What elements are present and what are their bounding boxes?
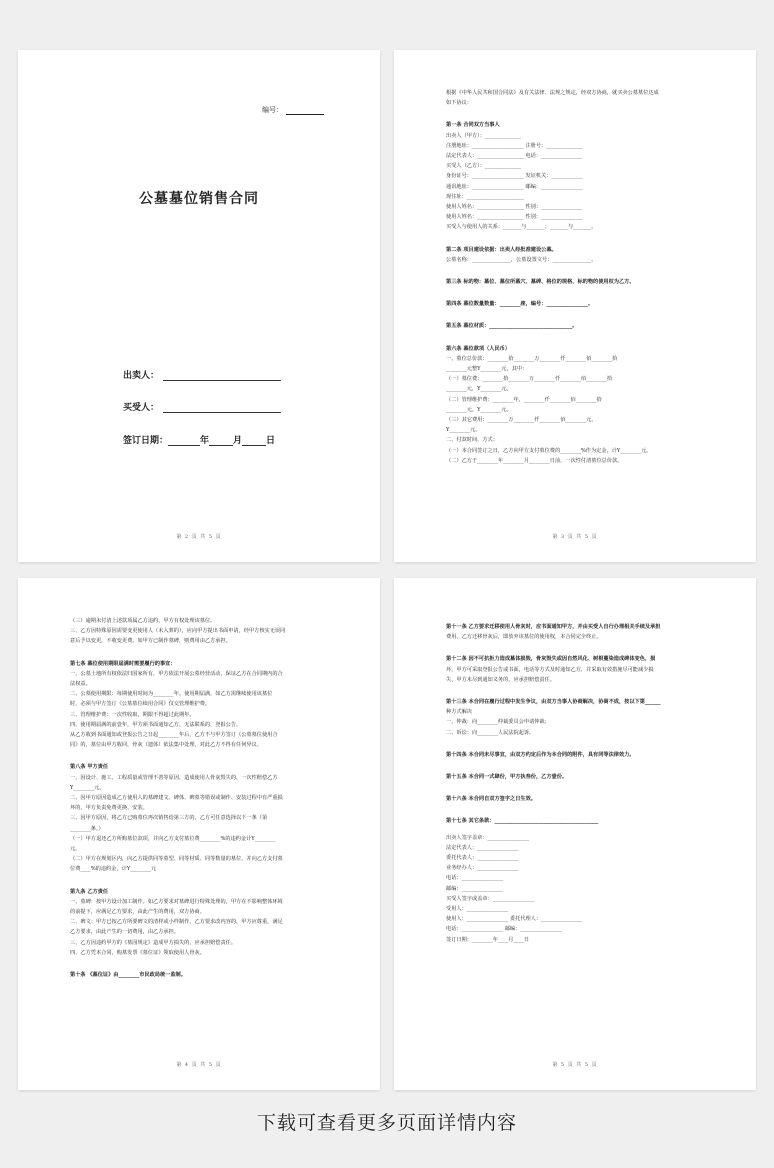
clause-heading: 第十一条 乙方要求迁移使用人骨灰时，应书面通知甲方，并由买受人自行办理相关手续及承担: [446, 624, 661, 630]
contract-title: 公墓墓位销售合同: [139, 191, 259, 207]
text-line: 一、墓位总价款：________拾________万________仟________佰________拾: [446, 355, 618, 362]
text-line: （二）甲方在规划区内，向乙方提供同等墓型、同等材质、同等数量的墓位，并向乙方支付墓: [70, 856, 283, 863]
paragraph-gap: [446, 309, 704, 315]
page-footer: 第 5 页 共 5 页: [552, 1062, 598, 1068]
paragraph-gap: [70, 647, 328, 653]
text-line: 二、付款时间、方式：: [446, 437, 498, 444]
day-blank: [242, 436, 266, 446]
text-line: 同》的，墓位由甲方收回，骨灰（遗体）依法集中处理，对此乙方不得有任何异议。: [70, 742, 262, 749]
page-3: [18, 578, 380, 1090]
page-4-text: [446, 616, 704, 945]
text-line: 三、乙方因特殊原因需要变更使用人（未入葬的），应向甲方提出书面申请，经甲方核实无误同: [70, 628, 286, 635]
text-line: 出卖人签字盖章：________________: [446, 834, 530, 841]
text-line: 二、因甲方原因造成乙方使用人的墓碑建文、碑体、碑墓等错误或制作、安装过程中有严重损: [70, 795, 283, 802]
year-label: 年: [200, 436, 210, 446]
text-line: 元。: [70, 846, 81, 853]
text-line: （二）乙方于________年________月________日前，一次性付清墓位总价款。: [446, 457, 623, 464]
text-line: 种方式解决: [446, 709, 472, 716]
clause-heading: 第七条 墓位使用期限届满时需要履行的事宜：: [70, 660, 176, 667]
text-line: 委托代表人：________________: [446, 855, 519, 862]
text-line: （一）本合同签订之日，乙方向甲方支付墓位费的________%作为定金，计Y________元。: [446, 447, 652, 454]
seller-field: [123, 368, 281, 381]
paragraph-gap: [70, 958, 328, 964]
text-line: 身份证号：____________________ 发证机关：____________: [446, 173, 583, 180]
text-line: 电话：________________: [446, 875, 504, 882]
clause-heading: 第二条 项目建设依据：出卖人经批准建设公墓。: [446, 246, 557, 253]
day-label: 日: [266, 436, 276, 446]
text-line: 公墓名称：_______________，公墓设置文号：_______________。: [446, 256, 597, 263]
clause-heading: 第十五条 本合同一式肆份，甲方执叁份，乙方壹份。: [446, 774, 568, 781]
text-line: 使用人姓名：__________________ 性别：________________: [446, 204, 583, 211]
paragraph-gap: [446, 265, 704, 271]
text-line: 从乙方收到书面通知或登报公告之日起________年后，乙方不与甲方签订《公墓墓位使用合: [70, 732, 278, 739]
text-line: 法定代表人：__________________ 电话：________________: [446, 153, 583, 160]
clause-heading: 第一条 合同双方当事人: [446, 122, 500, 129]
buyer-field: [123, 400, 281, 413]
buyer-blank: [163, 403, 281, 413]
text-line: 二、碑文：甲方已按乙方所要碑文的清样或小样制作，乙方要求改内容的，甲方应尊重，满足: [70, 919, 283, 926]
text-line: 使用人姓名：__________________ 性别：________________: [446, 214, 583, 221]
year-blank: [168, 436, 200, 446]
text-line: 一、因设计、施工、工程质量或管理不善等原因，造成使用人骨灰毁失的，一次性赔偿乙方: [70, 774, 278, 781]
page-3-text: [70, 616, 328, 980]
paragraph-gap: [446, 738, 704, 744]
page-4: [394, 578, 756, 1090]
text-line: Y________元。: [70, 784, 105, 791]
text-line: 法定代表人：________________: [446, 844, 519, 851]
text-line: Y________元。: [446, 427, 481, 434]
text-line: 坏的，甲方负责免费更换、安装。: [70, 805, 148, 812]
text-line: 一、公墓土地所有权依法归国家所有，甲方依法开展公墓经营活动，保证乙方在合同期内的合: [70, 670, 283, 677]
paragraph-gap: [446, 642, 704, 648]
paragraph-gap: [70, 750, 328, 756]
text-line: 邮编：________________: [446, 885, 504, 892]
text-line: 法权益。: [70, 681, 91, 688]
clause-heading: 第十七条 其它条款：________________________________________: [446, 818, 599, 825]
clause-heading: 第六条 墓位款项（人民币）: [446, 345, 511, 352]
text-line: 业务经办人：________________: [446, 865, 519, 872]
contract-number: [262, 105, 324, 115]
clause-heading: 第十四条 本合同未尽事宜，由双方约定后作为本合同的附件，具有同等法律效力。: [446, 751, 635, 758]
text-line: 使用人：________________ 委托代理人：________________: [446, 916, 583, 923]
cover-page: [18, 50, 380, 562]
clause-heading: 第九条 乙方责任: [70, 888, 109, 895]
text-line: 注册地址：____________________ 注册号：______________: [446, 142, 583, 149]
text-line: 买受人（乙方）：______________: [446, 163, 522, 170]
text-line: 乙方要求，由此产生的一切费用，由乙方承担。: [70, 929, 179, 936]
contract-number-label: 编号：: [262, 106, 283, 114]
text-line: 费用，乙方迁移骨灰后，即放弃该墓位的使用权，本合同完全终止。: [446, 634, 602, 641]
text-line: 二、公墓使用期限：每期使用时间为________年。使用期届满，如乙方需继续使用该墓位: [70, 691, 273, 698]
buyer-label: 买受人：: [123, 403, 160, 413]
signing-date-label: 签订日期：: [123, 436, 169, 446]
paragraph-gap: [446, 685, 704, 691]
clause-heading: 第四条 墓位数量数量：________座，编号：________________。: [446, 301, 594, 308]
page-footer: 第 3 页 共 5 页: [552, 534, 598, 540]
text-line: 二、诉讼：向________人民法院起诉。: [446, 729, 535, 736]
text-line: ________元，Y________元。: [446, 406, 512, 413]
text-line: 买受人签字或盖章：________________: [446, 895, 535, 902]
paragraph-gap: [446, 233, 704, 239]
paragraph-gap: [446, 804, 704, 810]
text-line: 签订日期：________年____月____日: [446, 936, 530, 943]
paragraph-gap: [446, 760, 704, 766]
text-line: ________元，Y________元。: [446, 386, 512, 393]
page-2-text: [446, 88, 704, 466]
download-caption: 下载可查看更多页面详情内容: [256, 1112, 517, 1134]
paragraph-gap: [446, 332, 704, 338]
text-line: （二）管理维护费：________年，________仟________佰________拾: [446, 396, 602, 403]
paragraph-gap: [446, 782, 704, 788]
text-line: （一）墓位费：________拾________万________仟________佰________拾: [446, 376, 613, 383]
clause-heading: 第八条 甲方责任: [70, 764, 109, 771]
text-line: 受用人：________________: [446, 906, 509, 913]
text-line: （三）逾期未付清上述款项属乙方违约，甲方有权处理该墓位。: [70, 618, 216, 624]
paragraph-gap: [446, 108, 704, 114]
paragraph-gap: [70, 875, 328, 881]
text-line: 一、仲裁：向________仲裁委员会申请仲裁；: [446, 719, 550, 726]
text-line: 四、使用期届满的前壹年，甲方须书面通知乙方，无法联系的，登报公告。: [70, 721, 242, 728]
page-footer: 第 4 页 共 5 页: [176, 1062, 222, 1068]
text-line: 三、管理维护费：一次性收取，期限不得超过此期年。: [70, 711, 195, 718]
text-line: 时，必须与甲方签订《公墓墓位续用合同》仅交管理维护费。: [70, 701, 211, 708]
text-line: （一）甲方退还乙方所购墓位款项，并向乙方支付墓位费________%的违约金计Y________: [70, 835, 276, 842]
text-line: 四、乙方凭本合同，购墓发票《墓位证》领取使用人骨灰。: [70, 949, 205, 956]
text-line: 位费____%的违约金，计Y________元: [70, 866, 157, 873]
text-line: 买受人与使用人的关系：_______与_______；_______与_______。: [446, 224, 597, 231]
month-blank: [209, 436, 233, 446]
text-line: 根据《中华人民共和国合同法》及有关法律、法规之规定，经双方协商，就买卖公墓墓位达成: [446, 90, 659, 96]
page-2: [394, 50, 756, 562]
text-line: 坏，甲方可采取登报公告或书面，电话等方式及时通知乙方，并采取有效措施尽可能减少损: [446, 666, 654, 673]
text-line: 的前提下，应满足乙方要求，由此产生的费用，双方协商。: [70, 909, 205, 916]
month-label: 月: [233, 436, 243, 446]
contract-number-blank: [286, 107, 324, 115]
text-line: 三、乙方因违约甲方的《墓园规定》造成甲方损失的，应承担赔偿责任。: [70, 939, 237, 946]
seller-blank: [163, 371, 281, 381]
text-line: 电话：________________ 邮编：________________: [446, 926, 562, 933]
text-line: 失，甲方未尽到通知义务的，应承担赔偿责任。: [446, 676, 555, 683]
page-footer: 第 2 页 共 5 页: [176, 534, 222, 540]
clause-heading: 第十二条 因不可抗拒力造成墓体损毁，骨灰毁失或因自然风化、树根蔓染造成碑体变色，损: [446, 656, 656, 663]
text-line: ________条。）: [70, 825, 104, 832]
text-line: ________元整Y________元，其中：: [446, 366, 528, 373]
text-line: 出卖人（甲方）：______________: [446, 132, 522, 139]
clause-heading: 第十六条 本合同自双方签字之日生效。: [446, 796, 536, 803]
text-line: 现住址：______________________: [446, 193, 524, 200]
text-line: （三）其它费用：________万________仟________佰________元，: [446, 417, 597, 424]
text-line: 如下协议：: [446, 100, 472, 107]
text-line: 意后予以变更，不收变更费。如甲方已制作墓碑，则费用由乙方承担。: [70, 638, 231, 645]
text-line: 一、墓碑：按甲方设计加工制作。如乙方要求对墓碑进行特殊处理的，甲方在不影响整体环境: [70, 898, 283, 905]
clause-heading: 第十三条 本合同在履行过程中发生争议，由双方当事人协商解决，协商不成，按以下第______: [446, 699, 661, 706]
signing-date-field: [123, 433, 275, 446]
text-line: 三、因甲方原因，将乙方已购墓位再次销售给第三方的，乙方可任意选择以下一条（第: [70, 815, 268, 822]
seller-label: 出卖人：: [123, 371, 160, 381]
clause-heading: 第三条 标的物：墓位、墓位所墓穴、墓碑、格位的规格、标的物的使用权为乙方。: [446, 279, 635, 286]
clause-heading: 第十条 《墓位证》由________市民政局统一监制。: [70, 972, 186, 979]
paragraph-gap: [446, 287, 704, 293]
clause-heading: 第五条 墓位材质：________________________________。: [446, 323, 578, 330]
text-line: 通讯地址：____________________ 邮编：________________: [446, 183, 583, 190]
